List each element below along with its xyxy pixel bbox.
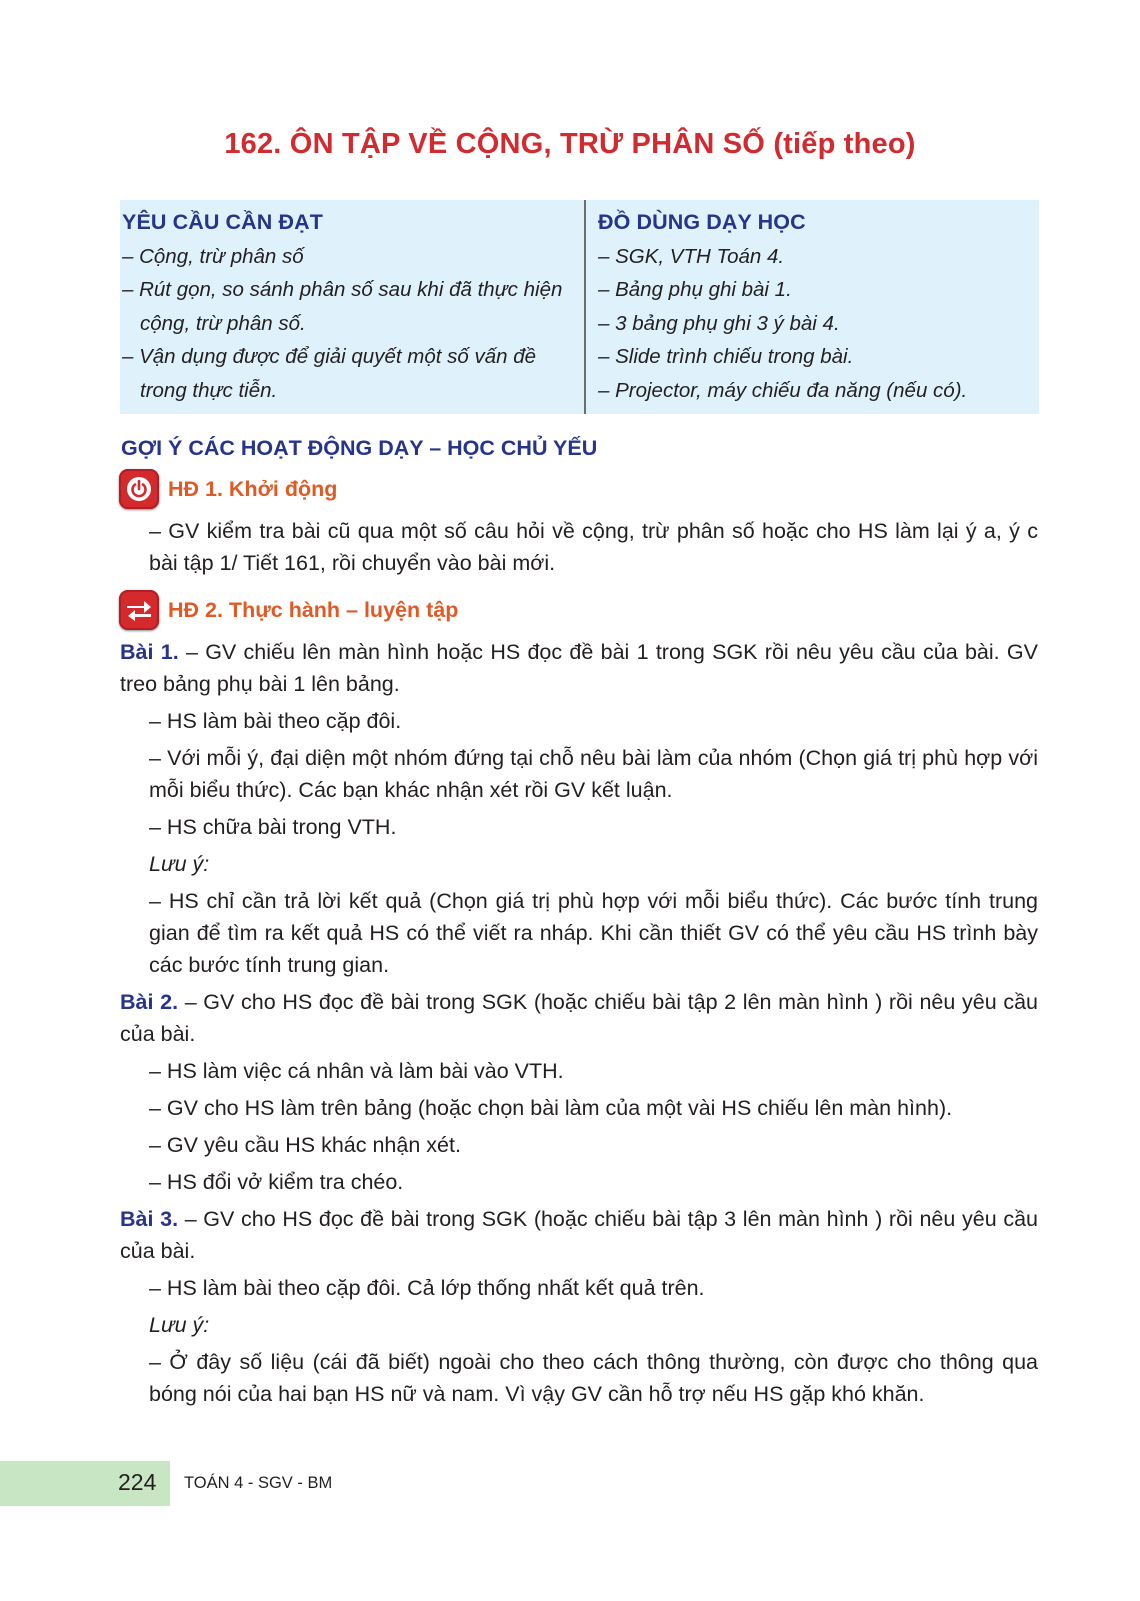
bai2-text: – GV cho HS đọc đề bài trong SGK (hoặc chiếu bài tập 2 lên màn hình ) rồi nêu yêu cầu của bài. <box>120 990 1038 1046</box>
requirement-item: – Cộng, trừ phân số <box>122 244 304 268</box>
hd2-heading <box>119 590 458 630</box>
hd1-heading <box>119 469 337 509</box>
bai2-label: Bài 2. <box>120 990 179 1014</box>
exercises-body <box>120 636 1038 1410</box>
bai1-label: Bài 1. <box>120 640 179 664</box>
bai3-line: – HS làm bài theo cặp đôi. Cả lớp thống nhất kết quả trên. <box>149 1276 705 1300</box>
materials-heading: ĐỒ DÙNG DẠY HỌC <box>598 210 806 234</box>
requirements-heading: YÊU CẦU CẦN ĐẠT <box>122 210 323 234</box>
bai2-line: – HS làm việc cá nhân và làm bài vào VTH. <box>149 1059 564 1083</box>
practice-arrows-icon <box>119 590 159 630</box>
bai1-line: – HS làm bài theo cặp đôi. <box>149 709 402 733</box>
requirements-table <box>120 200 1039 414</box>
power-icon <box>119 469 159 509</box>
bai2-line: – GV yêu cầu HS khác nhận xét. <box>149 1133 461 1157</box>
materials-column <box>586 200 1039 414</box>
bai3-line: – Ở đây số liệu (cái đã biết) ngoài cho theo cách thông thường, còn được cho thông qua bóng nói của hai bạn HS nữ và nam. Vì vậy GV cần hỗ trợ nếu HS gặp khó khăn. <box>149 1350 1038 1406</box>
bai2-line: – HS đổi vở kiểm tra chéo. <box>149 1170 404 1194</box>
book-title: TOÁN 4 - SGV - BM <box>184 1474 333 1492</box>
bai2-line: – GV cho HS làm trên bảng (hoặc chọn bài làm của một vài HS chiếu lên màn hình). <box>149 1096 953 1120</box>
bai1-line: – Với mỗi ý, đại diện một nhóm đứng tại chỗ nêu bài làm của nhóm (Chọn giá trị phù hợp với mỗi biểu thức). Các bạn khác nhận xét rồi GV kết luận. <box>149 746 1038 802</box>
hd1-text: – GV kiểm tra bài cũ qua một số câu hỏi về cộng, trừ phân số hoặc cho HS làm lại ý a, ý c bài tập 1/ Tiết 161, rồi chuyển vào bài mới. <box>149 519 1038 575</box>
bai1-line: – HS chữa bài trong VTH. <box>149 815 397 839</box>
hd1-body <box>120 515 1038 579</box>
material-item: – Slide trình chiếu trong bài. <box>598 345 854 368</box>
bai1-note: Lưu ý: <box>149 852 210 876</box>
material-item: – Projector, máy chiếu đa năng (nếu có). <box>598 378 968 402</box>
bai1-first-line <box>120 636 1038 700</box>
hd2-label: HĐ 2. Thực hành – luyện tập <box>168 597 459 622</box>
material-item: – 3 bảng phụ ghi 3 ý bài 4. <box>598 311 840 335</box>
bai3-label: Bài 3. <box>120 1207 179 1231</box>
requirement-item: – Rút gọn, so sánh phân số sau khi đã thực hiện cộng, trừ phân số. <box>122 278 563 335</box>
page-number: 224 <box>118 1469 157 1495</box>
material-item: – SGK, VTH Toán 4. <box>598 244 785 268</box>
hd1-label: HĐ 1. Khởi động <box>168 476 338 501</box>
page-title: 162. ÔN TẬP VỀ CỘNG, TRỪ PHÂN SỐ (tiếp theo) <box>224 128 916 160</box>
bai1-line: – HS chỉ cần trả lời kết quả (Chọn giá trị phù hợp với mỗi biểu thức). Các bước tính trung gian để tìm ra kết quả HS có thể viết ra nháp. Khi cần thiết GV có thể yêu cầu HS trình bày các bước tính trung gian. <box>149 889 1038 977</box>
bai1-text: – GV chiếu lên màn hình hoặc HS đọc đề bài 1 trong SGK rồi nêu yêu cầu của bài. GV treo bảng phụ bài 1 lên bảng. <box>120 640 1038 696</box>
activities-heading: GỢI Ý CÁC HOẠT ĐỘNG DẠY – HỌC CHỦ YẾU <box>121 436 598 460</box>
bai2-first-line <box>120 986 1038 1050</box>
requirement-item: – Vận dụng được để giải quyết một số vấn đề trong thực tiễn. <box>122 345 537 402</box>
bai3-note: Lưu ý: <box>149 1313 210 1337</box>
bai3-first-line <box>120 1203 1038 1267</box>
requirements-column <box>120 200 586 414</box>
material-item: – Bảng phụ ghi bài 1. <box>598 278 792 301</box>
bai3-text: – GV cho HS đọc đề bài trong SGK (hoặc chiếu bài tập 3 lên màn hình ) rồi nêu yêu cầu của bài. <box>120 1207 1038 1263</box>
